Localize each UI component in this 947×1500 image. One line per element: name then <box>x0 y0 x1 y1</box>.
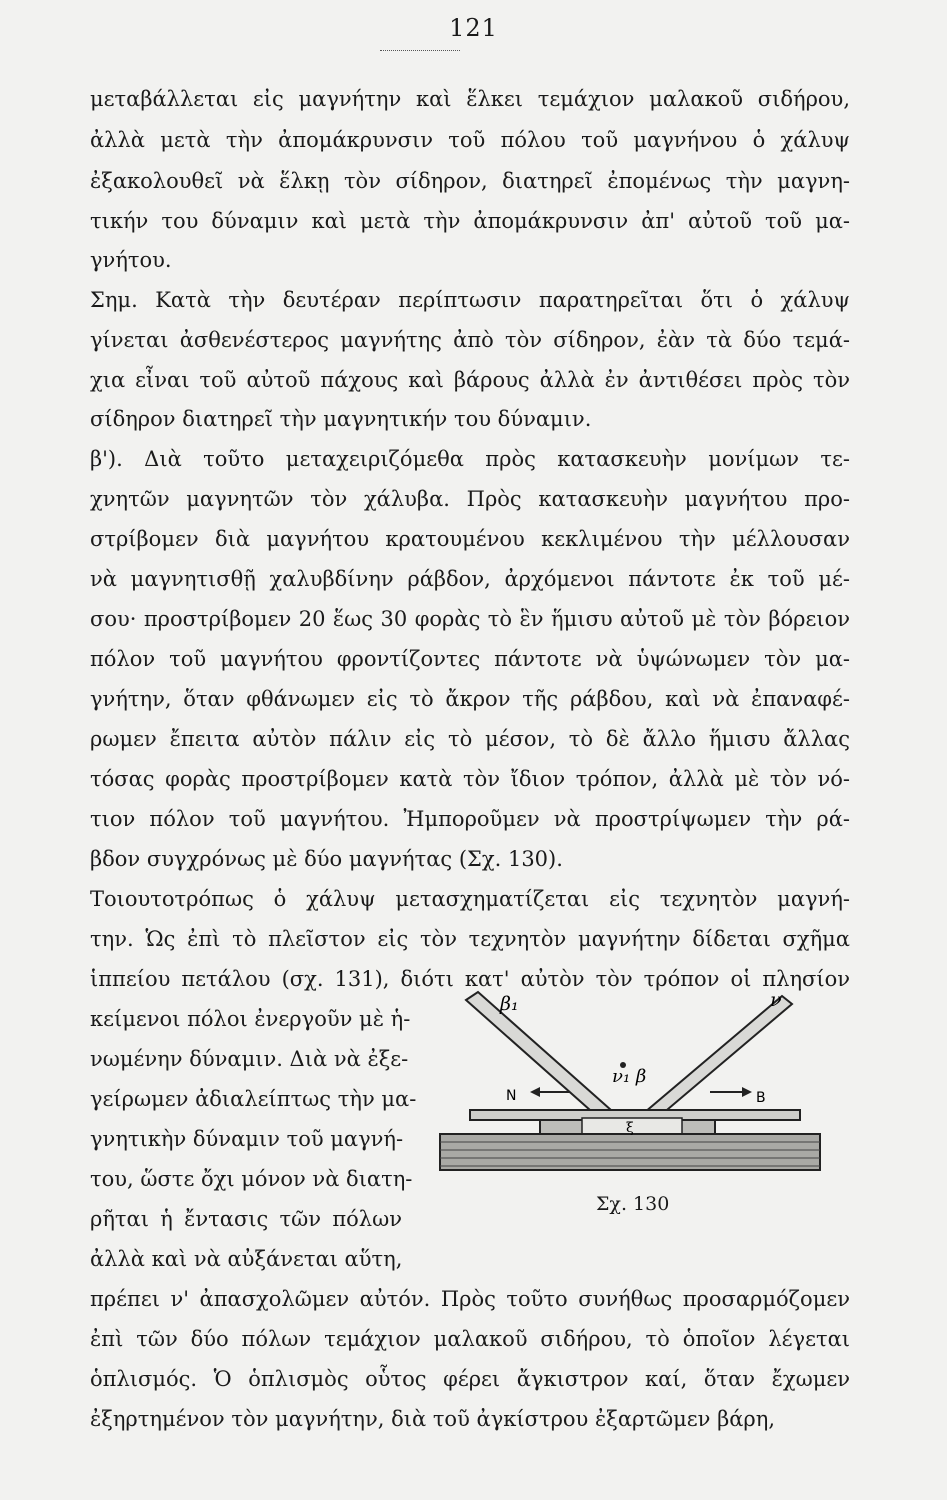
label-N: N <box>506 1088 517 1104</box>
text-line: Σημ. Κατὰ τὴν δευτέραν περίπτωσιν παρατηρεῖται ὅτι ὁ χάλυψ <box>90 288 850 312</box>
text-line: σίδηρον διατηρεῖ τὴν μαγνητικήν του δύναμιν. <box>90 407 592 431</box>
text-line: μεταβάλλεται εἰς μαγνήτην καὶ ἕλκει τεμάχιον μαλακοῦ σιδήρου, <box>90 87 850 111</box>
text-line: γνητικὴν δύναμιν τοῦ μαγνή- <box>90 1127 404 1151</box>
figure-caption: Σχ. 130 <box>596 1193 670 1215</box>
right-magnet-bar <box>638 996 792 1126</box>
text-line: ρῆται ἡ ἔντασις τῶν πόλων <box>90 1207 402 1231</box>
text-line: βδον συγχρόνως μὲ δύο μαγνήτας (Σχ. 130). <box>90 847 563 871</box>
text-line: χνητῶν μαγνητῶν τὸν χάλυβα. Πρὸς κατασκευὴν μαγνήτου προ- <box>90 487 850 511</box>
label-b1: β₁ <box>500 993 519 1015</box>
page-number-rule <box>380 50 460 51</box>
left-magnet-bar <box>466 992 620 1126</box>
text-line: γνήτου. <box>90 248 172 272</box>
text-line: ἐπὶ τῶν δύο πόλων τεμάχιον μαλακοῦ σιδήρου, τὸ ὁποῖον λέγεται <box>90 1327 850 1351</box>
text-line: τόσας φορὰς προστρίβομεν κατὰ τὸν ἴδιον τρόπον, ἀλλὰ μὲ τὸν νό- <box>90 767 850 791</box>
text-line: κείμενοι πόλοι ἐνεργοῦν μὲ ἡ- <box>90 1007 411 1031</box>
text-line: ρωμεν ἔπειτα αὐτὸν πάλιν εἰς τὸ μέσον, τὸ δὲ ἄλλο ἥμισυ ἄλλας <box>90 727 850 751</box>
text-line: στρίβομεν διὰ μαγνήτου κρατουμένου κεκλιμένου τὴν μέλλουσαν <box>90 527 850 551</box>
text-line: Τοιουτοτρόπως ὁ χάλυψ μετασχηματίζεται εἰς τεχνητὸν μαγνή- <box>90 887 850 911</box>
text-line: ἀλλὰ καὶ νὰ αὐξάνεται αὕτη, <box>90 1247 403 1271</box>
label-nu: ν <box>770 990 782 1011</box>
label-B: B <box>756 1090 766 1106</box>
text-line: τιον πόλον τοῦ μαγνήτου. Ἠμποροῦμεν νὰ προστρίψωμεν τὴν ρά- <box>90 807 850 831</box>
page-number: 121 <box>449 14 498 42</box>
text-line: πρέπει ν' ἀπασχολῶμεν αὐτόν. Πρὸς τοῦτο συνήθως προσαρμόζομεν <box>90 1287 850 1311</box>
text-line: ὁπλισμός. Ὁ ὁπλισμὸς οὗτος φέρει ἄγκιστρον καί, ὅταν ἔχωμεν <box>90 1367 850 1391</box>
text-line: ἀλλὰ μετὰ τὴν ἀπομάκρυνσιν τοῦ πόλου τοῦ μαγνήνου ὁ χάλυψ <box>90 128 850 152</box>
text-line: ἐξηρτημένον τὸν μαγνήτην, διὰ τοῦ ἀγκίστρου ἐξαρτῶμεν βάρη, <box>90 1407 775 1431</box>
text-line: γίνεται ἀσθενέστερος μαγνήτης ἀπὸ τὸν σίδηρον, ἐὰν τὰ δύο τεμά- <box>90 328 850 352</box>
text-line: του, ὥστε ὄχι μόνον νὰ διατη- <box>90 1167 413 1191</box>
label-nu1-beta: ν₁ β <box>612 1066 647 1087</box>
text-line: β'). Διὰ τοῦτο μεταχειριζόμεθα πρὸς κατασκευὴν μονίμων τε- <box>90 447 850 471</box>
text-line: γείρωμεν ἀδιαλείπτως τὴν μα- <box>90 1087 417 1111</box>
text-line: ἱππείου πετάλου (σχ. 131), διότι κατ' αὐτὸν τὸν τρόπον οἱ πλησίον <box>90 967 850 991</box>
text-line: τικήν του δύναμιν καὶ μετὰ τὴν ἀπομάκρυνσιν ἀπ' αὐτοῦ τοῦ μα- <box>90 209 850 233</box>
text-line: σου· προστρίβομεν 20 ἕως 30 φορὰς τὸ ἓν ἥμισυ αὐτοῦ μὲ τὸν βόρειον <box>90 607 850 631</box>
text-line: την. Ὡς ἐπὶ τὸ πλεῖστον εἰς τὸν τεχνητὸν μαγνήτην δίδεται σχῆμα <box>90 927 850 951</box>
text-line: νωμένην δύναμιν. Διὰ νὰ ἐξε- <box>90 1047 409 1071</box>
text-line: χια εἶναι τοῦ αὐτοῦ πάχους καὶ βάρους ἀλλὰ ἐν ἀντιθέσει πρὸς τὸν <box>90 368 850 392</box>
base-board <box>440 1134 820 1170</box>
text-line: ἐξακολουθεῖ νὰ ἕλκῃ τὸν σίδηρον, διατηρεῖ ἐπομένως τὴν μαγνη- <box>90 169 850 193</box>
text-line: πόλον τοῦ μαγνήτου φροντίζοντες πάντοτε νὰ ὑψώνωμεν τὸν μα- <box>90 647 850 671</box>
right-arrow-head <box>742 1087 752 1097</box>
label-xi: ξ <box>626 1120 634 1136</box>
text-line: νὰ μαγνητισθῇ χαλυβδίνην ράβδον, ἀρχόμενοι πάντοτε ἐκ τοῦ μέ- <box>90 567 850 591</box>
left-arrow-head <box>530 1087 540 1097</box>
text-line: γνήτην, ὅταν φθάνωμεν εἰς τὸ ἄκρον τῆς ράβδου, καὶ νὰ ἐπαναφέ- <box>90 687 850 711</box>
